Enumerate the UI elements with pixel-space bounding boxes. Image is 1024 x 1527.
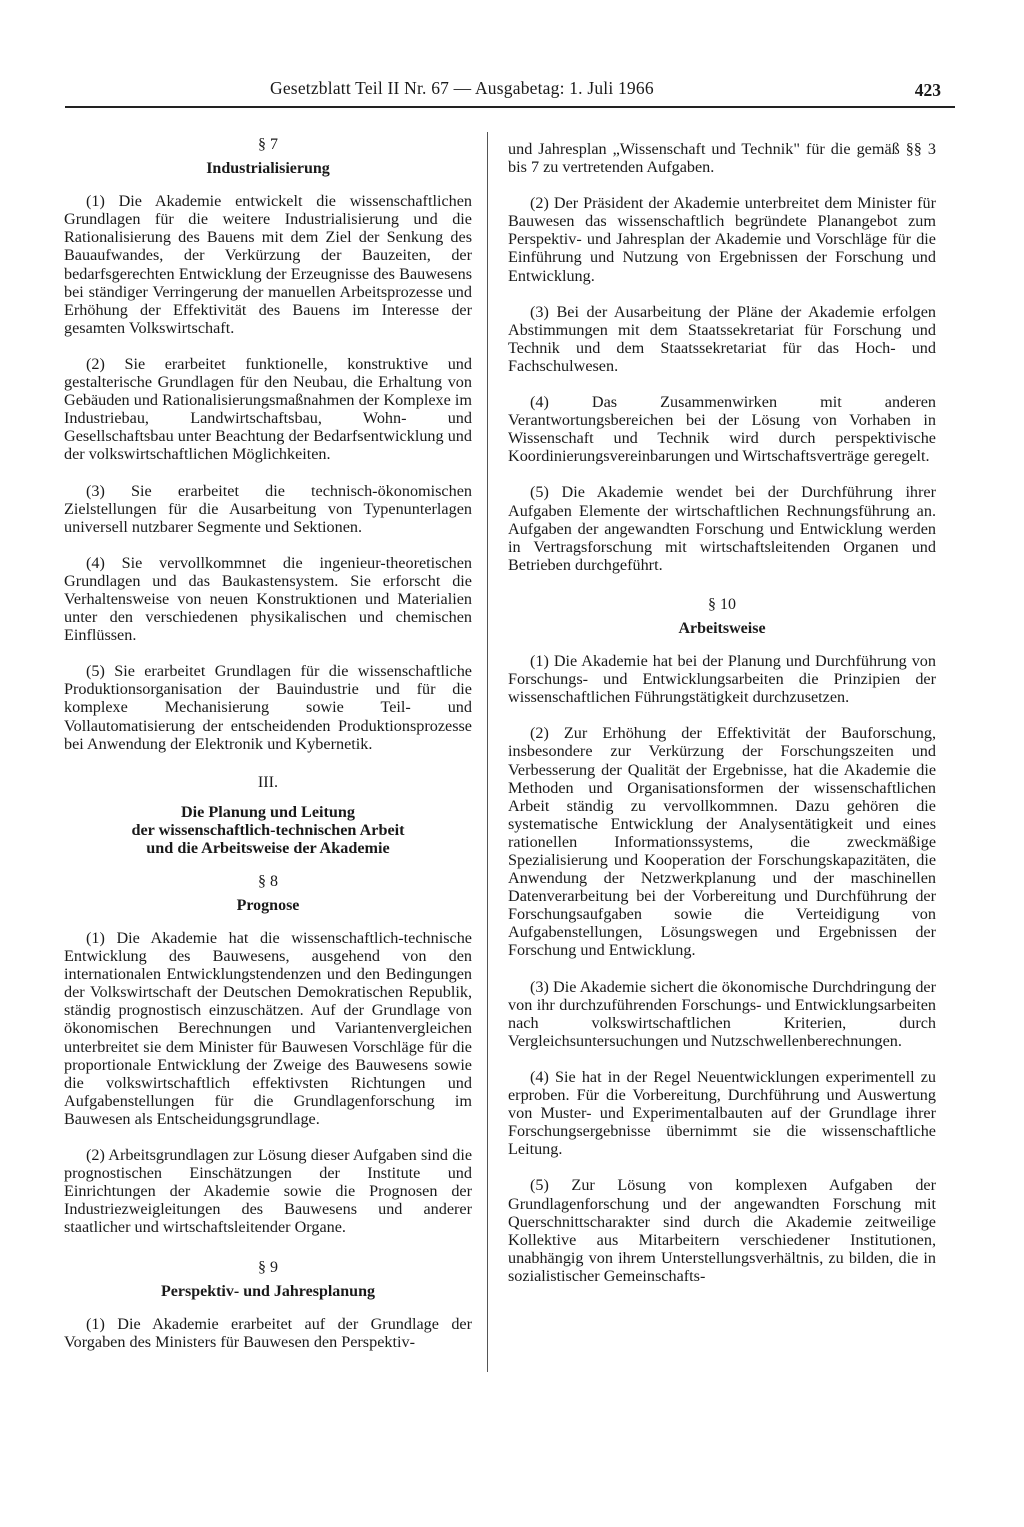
section-9-paragraph-2: (2) Der Präsident der Akademie unterbreitet dem Minister für Bauwesen das wissenschaftlich begründete Planangebot zum Perspektiv- und Jahresplan der Akademie und Vorschläge für die Einführung und Nutzung von Ergebnissen der Forschung und Entwicklung. — [508, 194, 936, 285]
part-title-line-3: und die Arbeitsweise der Akademie — [146, 838, 390, 857]
section-8-paragraph-2: (2) Arbeitsgrundlagen zur Lösung dieser Aufgaben sind die prognostischen Einschätzungen der Institute und Einrichtungen der Akademie sowie die Prognosen der Industriezweigleitungen des Bauwesens und anderer staatlicher und wirtschaftsleitender Organe. — [64, 1146, 472, 1237]
section-7-paragraph-1: (1) Die Akademie entwickelt die wissenschaftlichen Grundlagen für die weitere Industrialisierung und die Rationalisierung des Bauens mit dem Ziel der Senkung des Bauaufwandes, der Verkürzung der Bauzeiten, der bedarfsgerechten Entwicklung der Erzeugnisse des Bauwesens bei ständiger Verringerung der manuellen Arbeitsprozesse und Erhöhung der Effektivität des Bauens im Interesse der gesamten Volkswirtschaft. — [64, 192, 472, 337]
section-10-paragraph-5: (5) Zur Lösung von komplexen Aufgaben der Grundlagenforschung und der angewandten Forschung mit Querschnittscharakter sind durch die Akademie zeitweilige Kollektive aus Mitarbeitern verschiedener Institutionen, unabhängig von ihrem Unterstellungsverhältnis, zu bilden, die in sozialistischer Gemeinschafts- — [508, 1176, 936, 1285]
section-10-paragraph-2: (2) Zur Erhöhung der Effektivität der Bauforschung, insbesondere zur Verkürzung der Forschungszeiten und Verbesserung der Qualität der Ergebnisse, hat die Akademie die Methoden und Organisationsformen der wissenschaftlichen Arbeit ständig zu vervollkommnen. Dazu gehören die systematische Entwicklung der Analysentätigkeit und eines rationellen Informationssystems, die zweckmäßige Spezialisierung und Kooperation der Forschungskapazitäten, die Anwendung der Netzwerkplanung und der maschinellen Datenverarbeitung bei der Vorbereitung und Durchführung der Forschungsaufgaben sowie die Verteidigung von Aufgabenstellungen, Lösungswegen und Ergebnissen der Forschung und Entwicklung. — [508, 724, 936, 960]
part-title-line-1: Die Planung und Leitung — [180, 802, 356, 821]
section-10-paragraph-1: (1) Die Akademie hat bei der Planung und Durchführung von Forschungs- und Entwicklungsarbeiten die Prinzipien der wissenschaftlichen Führungstätigkeit durchzusetzen. — [508, 652, 936, 707]
header-title: Gesetzblatt Teil II Nr. 67 — Ausgabetag: 1. Juli 1966 — [270, 78, 654, 98]
section-10-title: Arbeitsweise — [678, 619, 766, 637]
section-7-title: Industrialisierung — [206, 160, 330, 178]
header-rule — [65, 106, 955, 108]
section-9-paragraph-1: (1) Die Akademie erarbeitet auf der Grundlage der Vorgaben des Ministers für Bauwesen den Perspektiv- — [64, 1314, 472, 1351]
part-title — [64, 803, 472, 857]
part-title-line-2: der wissenschaftlich-technischen Arbeit — [131, 820, 405, 839]
column-divider — [487, 132, 488, 1372]
section-10-number: § 10 — [708, 595, 736, 613]
section-10-paragraph-3: (3) Die Akademie sichert die ökonomische Durchdringung der von ihr durchzuführenden Forschungs- und Entwicklungsarbeiten nach volkswirtschaftlichen Kriterien, durch Vergleichsuntersuchungen und Nutzschwellenberechnungen. — [508, 977, 936, 1050]
page-header — [65, 78, 955, 104]
section-9-paragraph-1-continued: und Jahresplan „Wissenschaft und Technik" für die gemäß §§ 3 bis 7 zu vertretenden Aufgaben. — [508, 140, 936, 177]
section-9-paragraph-4: (4) Das Zusammenwirken mit anderen Verantwortungsbereichen bei der Lösung von Vorhaben in Wissenschaft und Technik wird durch perspektivische Koordinierungsvereinbarungen und Wirtschaftsverträge geregelt. — [508, 393, 936, 466]
section-8-paragraph-1: (1) Die Akademie hat die wissenschaftlich-technische Entwicklung des Bauwesens, ausgehend von den internationalen Entwicklungstendenzen und den Bedingungen der Volkswirtschaft der Deutschen Demokratischen Republik, ständig prognostisch einzuschätzen. Auf der Grundlage von ökonomischen Berechnungen und Variantenvergleichen unterbreitet sie dem Minister für Bauwesen Vorschläge für die proportionale Entwicklung der Zweige des Bauwesens sowie die volkswirtschaftlich effektivsten Richtungen und Aufgabenstellungen für die Grundlagenforschung im Bauwesen als Entscheidungsgrundlage. — [64, 929, 472, 1128]
section-7-paragraph-4: (4) Sie vervollkommnet die ingenieur-theoretischen Grundlagen und das Baukastensystem. Sie erforscht die Verhaltensweise von neuen Konstruktionen und Materialien unter den verschiedenen physikalischen und chemischen Einflüssen. — [64, 553, 472, 645]
section-9-paragraph-5: (5) Die Akademie wendet bei der Durchführung ihrer Aufgaben Elemente der wirtschaftlichen Rechnungsführung an. Aufgaben der angewandten Forschung und Entwicklung werden in Vertragsforschung mit wirtschaftsleitenden Organen und Betrieben durchgeführt. — [508, 483, 936, 574]
section-7-number: § 7 — [258, 136, 278, 153]
left-column — [64, 136, 472, 1369]
page-number: 423 — [914, 80, 941, 100]
section-10-paragraph-4: (4) Sie hat in der Regel Neuentwicklungen experimentell zu erproben. Für die Vorbereitung, Durchführung und Auswertung von Muster- und Experimentalbauten auf der Grundlage ihrer Forschungsergebnisse übernimmt sie die wissenschaftliche Leitung. — [508, 1067, 936, 1159]
section-7-paragraph-3: (3) Sie erarbeitet die technisch-ökonomischen Zielstellungen für die Ausarbeitung von Typenunterlagen universell nutzbarer Segmente und Sektionen. — [64, 481, 472, 536]
section-7-paragraph-2: (2) Sie erarbeitet funktionelle, konstruktive und gestalterische Grundlagen für den Neubau, die Erhaltung von Gebäuden und Rationalisierungsmaßnahmen der Komplexe im Industriebau, Landwirtschaftsbau, Wohn- und Gesellschaftsbau unter Beachtung der Bedarfsentwicklung und der volkswirtschaftlichen Möglichkeiten. — [64, 354, 472, 464]
section-9-title: Perspektiv- und Jahresplanung — [161, 1282, 375, 1300]
section-7-paragraph-5: (5) Sie erarbeitet Grundlagen für die wissenschaftliche Produktionsorganisation der Bauindustrie und für die komplexe Mechanisierung sowie Teil- und Vollautomatisierung der entscheidenden Produktionsprozesse bei Anwendung der Elektronik und Kybernetik. — [64, 662, 472, 753]
section-9-paragraph-3: (3) Bei der Ausarbeitung der Pläne der Akademie erfolgen Abstimmungen mit dem Staatssekretariat für Forschung und Technik und dem Staatssekretariat für das Hoch- und Fachschulwesen. — [508, 302, 936, 375]
section-8-title: Prognose — [236, 896, 300, 914]
section-8-number: § 8 — [258, 872, 278, 890]
section-9-number: § 9 — [258, 1258, 278, 1276]
right-column — [508, 140, 936, 1303]
part-number: III. — [257, 772, 279, 791]
